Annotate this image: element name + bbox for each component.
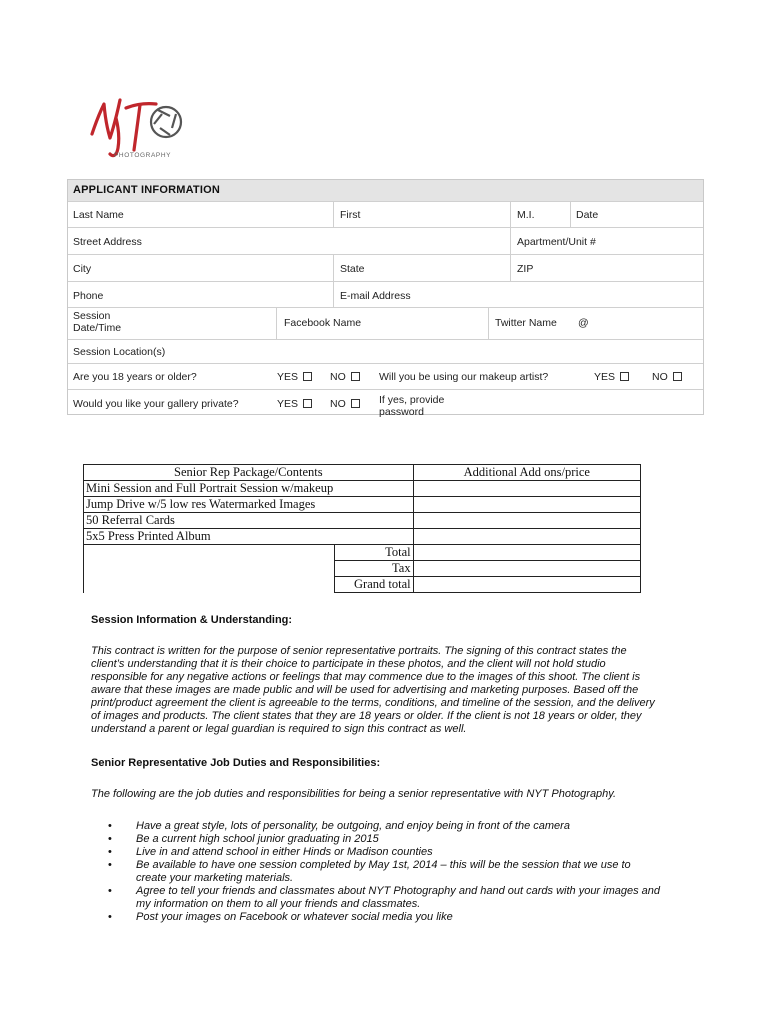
makeup-yes-option[interactable]: YES xyxy=(594,371,629,383)
bullet-icon: • xyxy=(108,885,112,897)
facebook-name-field[interactable]: Facebook Name xyxy=(284,317,362,329)
gallery-no-checkbox[interactable] xyxy=(351,399,360,408)
age-question: Are you 18 years or older? xyxy=(73,371,197,383)
package-item-row xyxy=(84,513,641,529)
age-no-option[interactable]: NO xyxy=(330,371,360,383)
last-name-field[interactable]: Last Name xyxy=(73,209,124,221)
makeup-no-checkbox[interactable] xyxy=(673,372,682,381)
package-item-row xyxy=(84,529,641,545)
applicant-information-form xyxy=(67,179,704,418)
paragraph-line: aware that these images are made public and will be used for advertising and marketing purposes. Based off the xyxy=(91,684,639,696)
middle-initial-field[interactable]: M.I. xyxy=(517,209,535,221)
row-gallery xyxy=(68,390,703,416)
row-session xyxy=(68,308,703,340)
list-item: • Live in and attend school in either Hinds or Madison counties xyxy=(108,846,433,858)
list-item: • Have a great style, lots of personality, be outgoing, and enjoy being in front of the camera xyxy=(108,820,570,832)
session-info-heading: Session Information & Understanding: xyxy=(91,614,293,626)
paragraph-line: of images and products. The client states that they are 18 years or older. If the client is not 18 years or older, they xyxy=(91,710,642,722)
bullet-icon: • xyxy=(108,833,112,845)
twitter-name-field[interactable]: Twitter Name xyxy=(495,317,557,329)
city-field[interactable]: City xyxy=(73,263,92,275)
street-address-field[interactable]: Street Address xyxy=(73,236,142,248)
zip-field[interactable]: ZIP xyxy=(517,263,534,275)
duties-heading: Senior Representative Job Duties and Responsibilities: xyxy=(91,757,381,769)
package-table xyxy=(83,464,641,593)
form-title: APPLICANT INFORMATION xyxy=(73,184,220,196)
session-date-field[interactable]: Session Date/Time xyxy=(73,310,122,334)
package-item-row xyxy=(84,481,641,497)
paragraph-line: responsible for any negative actions or feelings that may commence due to the images of this shoot. The client is xyxy=(91,671,641,683)
row-city xyxy=(68,255,703,282)
list-item: • Be a current high school junior graduating in 2015 xyxy=(108,833,379,845)
paragraph-line: understand a parent or legal guardian is required to sign this contract as well. xyxy=(91,723,467,735)
age-no-checkbox[interactable] xyxy=(351,372,360,381)
phone-field[interactable]: Phone xyxy=(73,290,104,302)
grand-total-label: Grand total xyxy=(335,577,413,593)
list-item: • Post your images on Facebook or whatever social media you like xyxy=(108,911,453,923)
bullet-icon: • xyxy=(108,846,112,858)
addon-cell[interactable] xyxy=(413,481,640,497)
package-header-right: Additional Add ons/price xyxy=(413,465,640,481)
session-info-paragraph xyxy=(91,645,676,736)
total-label: Total xyxy=(335,545,413,561)
logo-subtext: PHOTOGRAPHY xyxy=(114,152,172,159)
tax-value-cell[interactable] xyxy=(413,561,640,577)
session-location-field[interactable]: Session Location(s) xyxy=(73,346,166,358)
gallery-question: Would you like your gallery private? xyxy=(73,398,239,410)
list-item: • Agree to tell your friends and classmates about NYT Photography and hand out cards with your images and my information on them to all your friends and classmates. xyxy=(108,885,661,910)
gallery-password-field[interactable]: If yes, provide password xyxy=(379,394,445,418)
list-item: • Be available to have one session completed by May 1st, 2014 – this will be the session that we use to create your marketing materials. xyxy=(108,859,631,884)
makeup-question: Will you be using our makeup artist? xyxy=(379,371,549,383)
package-item: 50 Referral Cards xyxy=(84,513,414,529)
package-item: Jump Drive w/5 low res Watermarked Images xyxy=(84,497,414,513)
bullet-icon: • xyxy=(108,911,112,923)
bullet-icon: • xyxy=(108,859,112,871)
apartment-field[interactable]: Apartment/Unit # xyxy=(517,236,596,248)
state-field[interactable]: State xyxy=(340,263,365,275)
tax-label: Tax xyxy=(335,561,413,577)
total-row xyxy=(84,545,641,561)
age-yes-checkbox[interactable] xyxy=(303,372,312,381)
grand-total-value-cell[interactable] xyxy=(413,577,640,593)
addon-cell[interactable] xyxy=(413,529,640,545)
blank-cell xyxy=(84,545,335,593)
gallery-yes-checkbox[interactable] xyxy=(303,399,312,408)
makeup-no-option[interactable]: NO xyxy=(652,371,682,383)
addon-cell[interactable] xyxy=(413,497,640,513)
addon-cell[interactable] xyxy=(413,513,640,529)
package-item-row xyxy=(84,497,641,513)
row-age-makeup xyxy=(68,364,703,390)
duties-intro: The following are the job duties and responsibilities for being a senior representative with NYT Photography. xyxy=(91,788,617,800)
email-field[interactable]: E-mail Address xyxy=(340,290,411,302)
gallery-no-option[interactable]: NO xyxy=(330,398,360,410)
age-yes-option[interactable]: YES xyxy=(277,371,312,383)
twitter-at-sign: @ xyxy=(578,317,589,329)
row-phone xyxy=(68,282,703,308)
package-item: Mini Session and Full Portrait Session w/makeup xyxy=(84,481,414,497)
makeup-yes-checkbox[interactable] xyxy=(620,372,629,381)
row-name xyxy=(68,202,703,228)
bullet-icon: • xyxy=(108,820,112,832)
total-value-cell[interactable] xyxy=(413,545,640,561)
paragraph-line: This contract is written for the purpose of senior representative portraits. The signing of this contract states the xyxy=(91,645,627,657)
paragraph-line: client’s understanding that it is their choice to participate in these photos, and the client will not hold studio xyxy=(91,658,606,670)
form-header xyxy=(68,180,703,202)
paragraph-line: print/product agreement the client is agreeable to the terms, conditions, and timeline of the session, and the delivery xyxy=(91,697,655,709)
first-name-field[interactable]: First xyxy=(340,209,361,221)
row-location xyxy=(68,340,703,364)
gallery-yes-option[interactable]: YES xyxy=(277,398,312,410)
date-field[interactable]: Date xyxy=(576,209,599,221)
package-item: 5x5 Press Printed Album xyxy=(84,529,414,545)
package-header-left: Senior Rep Package/Contents xyxy=(84,465,414,481)
duties-list xyxy=(108,820,688,924)
package-header-row xyxy=(84,465,641,481)
row-address xyxy=(68,228,703,255)
nyt-photography-logo xyxy=(86,92,190,162)
